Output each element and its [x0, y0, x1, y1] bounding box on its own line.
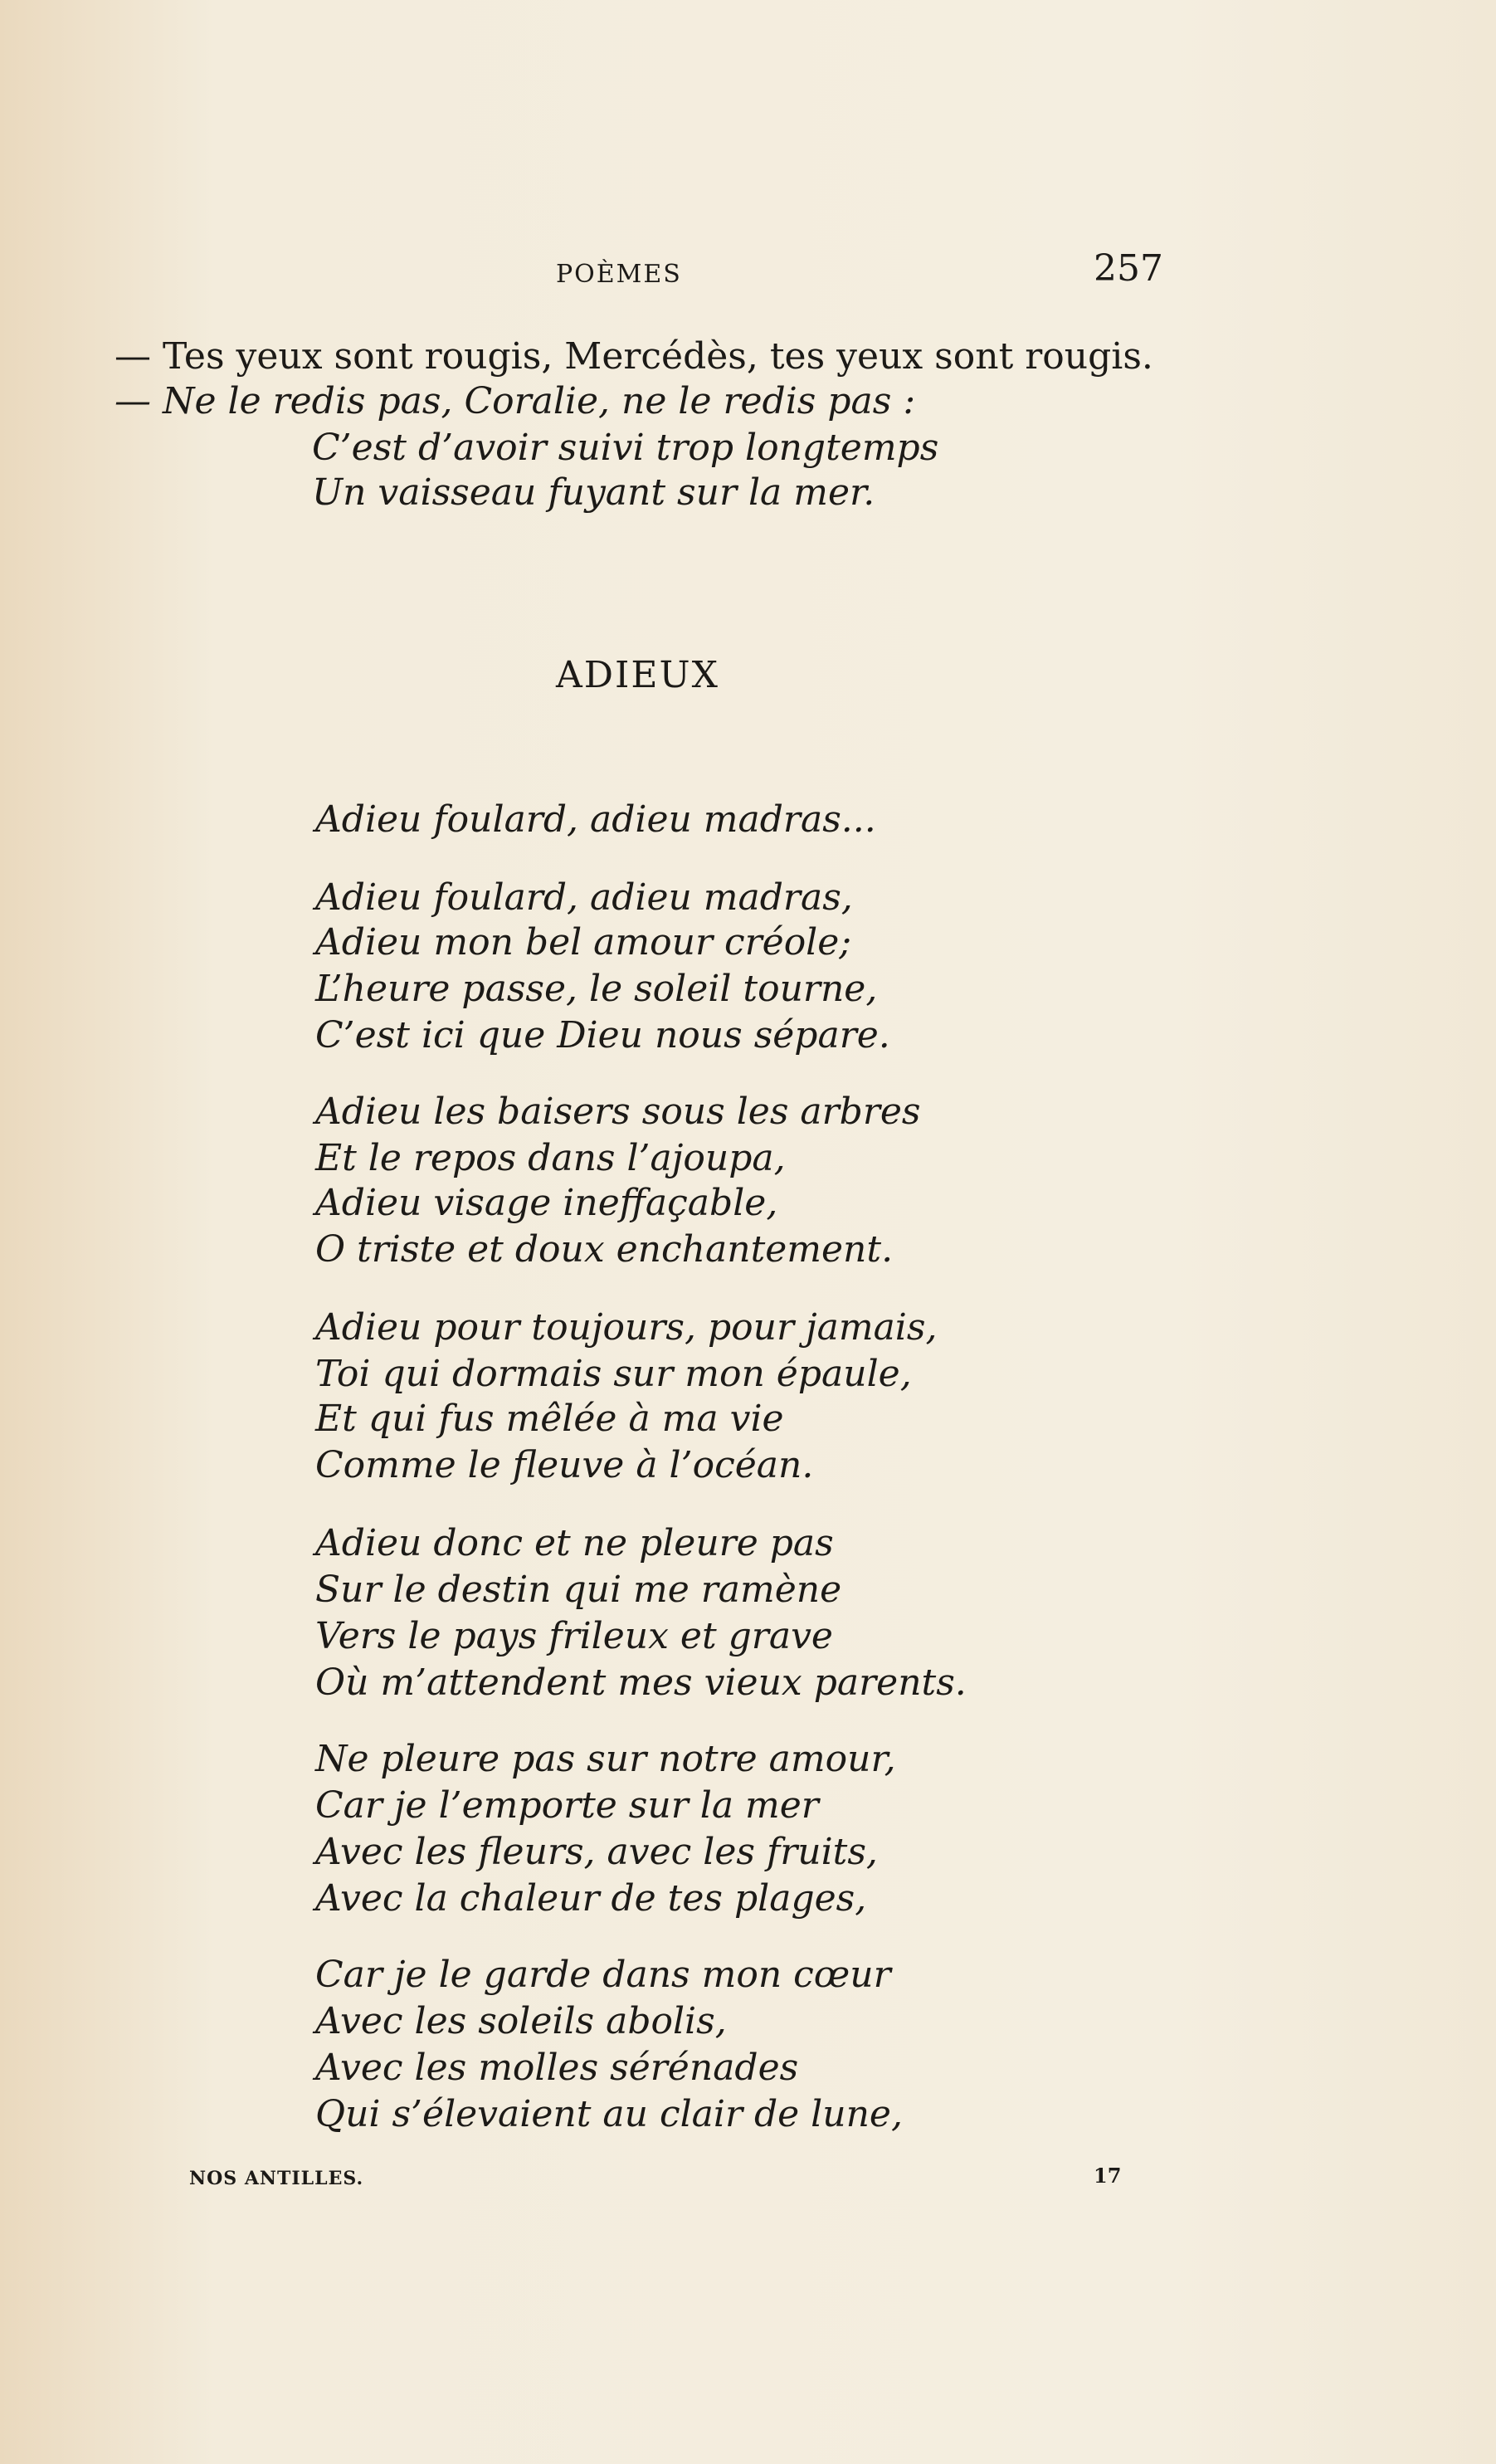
stanza-4-line-4: Où m’attendent mes vieux parents.	[315, 1661, 967, 1704]
stanza-4-line-1: Adieu donc et ne pleure pas	[315, 1522, 834, 1564]
opening-line-4: Un vaisseau fuyant sur la mer.	[312, 471, 875, 514]
stanza-6-line-1: Car je le garde dans mon cœur	[315, 1954, 891, 1996]
running-head: POÈMES	[556, 260, 682, 289]
stanza-1-line-4: C’est ici que Dieu nous sépare.	[315, 1014, 890, 1056]
opening-line-3: C’est d’avoir suivi trop longtemps	[312, 427, 939, 469]
poem-epigraph: Adieu foulard, adieu madras...	[315, 798, 876, 841]
stanza-2-line-4: O triste et doux enchantement.	[315, 1228, 894, 1271]
stanza-6-line-2: Avec les soleils abolis,	[315, 2000, 727, 2042]
stanza-2-line-2: Et le repos dans l’ajoupa,	[315, 1137, 786, 1179]
stanza-6-line-3: Avec les molles sérénades	[315, 2047, 799, 2089]
opening-line-1: — Tes yeux sont rougis, Mercédès, tes yeux sont rougis.	[115, 335, 1153, 378]
poem-title: ADIEUX	[556, 654, 719, 696]
stanza-5-line-2: Car je l’emporte sur la mer	[315, 1784, 819, 1827]
stanza-4-line-3: Vers le pays frileux et grave	[315, 1615, 833, 1657]
stanza-1-line-2: Adieu mon bel amour créole;	[315, 921, 852, 964]
stanza-5-line-3: Avec les fleurs, avec les fruits,	[315, 1831, 878, 1873]
stanza-1-line-3: L’heure passe, le soleil tourne,	[315, 968, 878, 1010]
opening-line-2: — Ne le redis pas, Coralie, ne le redis pas :	[115, 380, 916, 422]
stanza-2-line-3: Adieu visage ineffaçable,	[315, 1182, 778, 1224]
footer-signature-number: 17	[1094, 2164, 1122, 2188]
page-number: 257	[1094, 247, 1163, 290]
stanza-5-line-4: Avec la chaleur de tes plages,	[315, 1877, 867, 1920]
stanza-5-line-1: Ne pleure pas sur notre amour,	[315, 1738, 896, 1780]
stanza-3-line-3: Et qui fus mêlée à ma vie	[315, 1398, 784, 1440]
stanza-1-line-1: Adieu foulard, adieu madras,	[315, 876, 853, 919]
stanza-3-line-4: Comme le fleuve à l’océan.	[315, 1444, 814, 1486]
stanza-4-line-2: Sur le destin qui me ramène	[315, 1569, 842, 1611]
footer-signature: NOS ANTILLES.	[189, 2168, 364, 2189]
stanza-6-line-4: Qui s’élevaient au clair de lune,	[315, 2093, 903, 2135]
stanza-3-line-1: Adieu pour toujours, pour jamais,	[315, 1306, 938, 1349]
stanza-2-line-1: Adieu les baisers sous les arbres	[315, 1091, 921, 1133]
stanza-3-line-2: Toi qui dormais sur mon épaule,	[315, 1353, 912, 1395]
